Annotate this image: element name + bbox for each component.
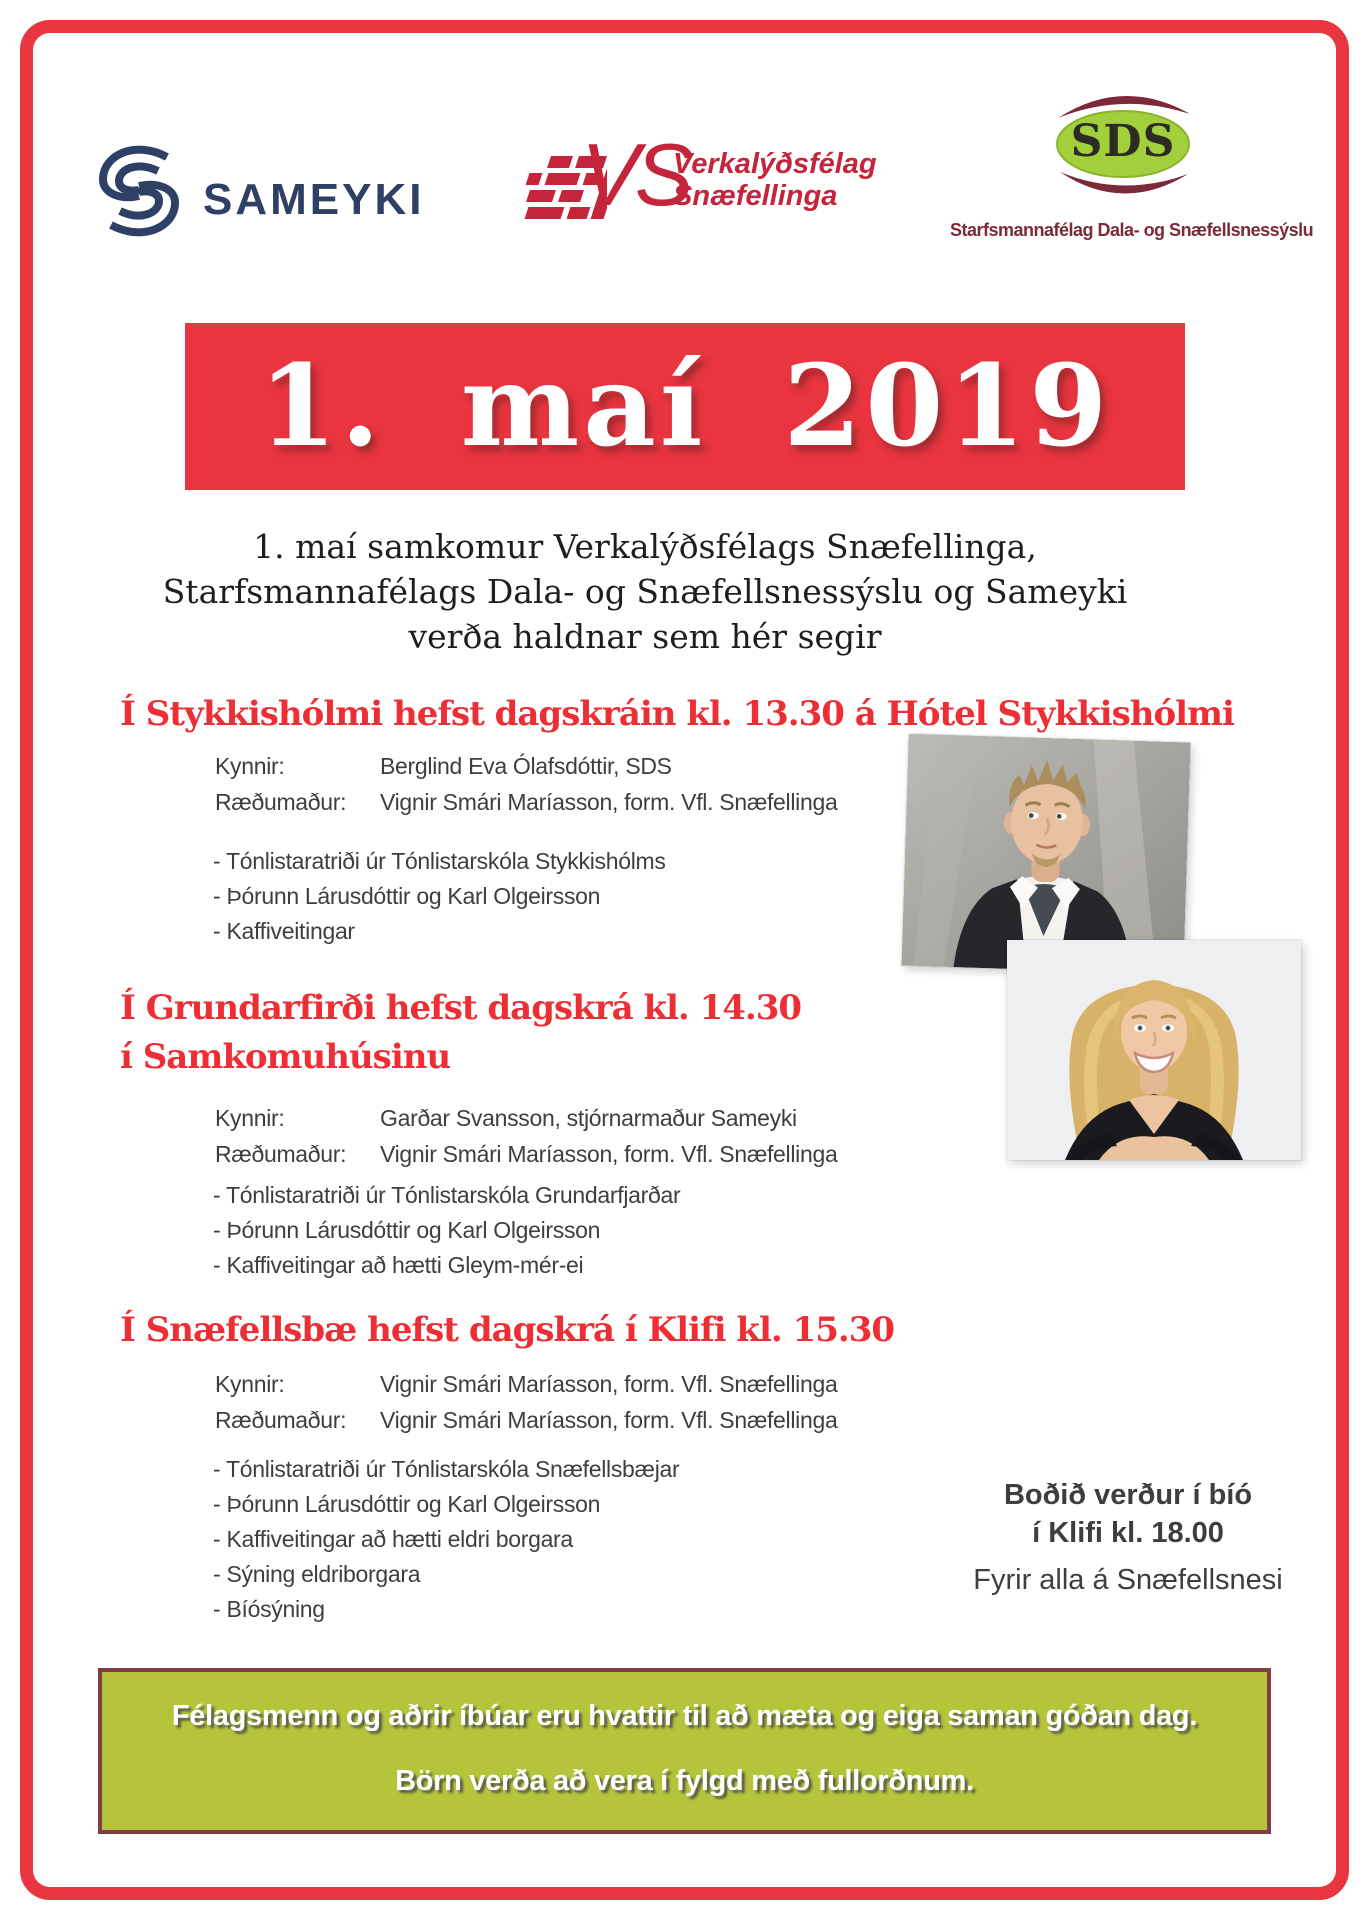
kynnir-value: Berglind Eva Ólafsdóttir, SDS [380,753,672,779]
raedumadur-value: Vignir Smári Maríasson, form. Vfl. Snæfellinga [380,1407,838,1433]
section2-heading-line1: Í Grundarfirði hefst dagskrá kl. 14.30 [120,988,802,1028]
sds-caption: Starfsmannafélag Dala- og Snæfellsnessýslu [950,220,1314,240]
list-item: - Bíósýning [213,1596,325,1622]
kynnir-label: Kynnir: [215,1371,285,1397]
presenter-row [215,1366,837,1402]
section1-presenters [215,748,837,820]
speaker-photo-man [901,734,1190,975]
intro-paragraph [140,524,1150,659]
raedumadur-value: Vignir Smári Maríasson, form. Vfl. Snæfellinga [380,1141,838,1167]
cinema-line1: Boðið verður í bíó [1003,1479,1253,1511]
section3-presenters [215,1366,837,1438]
section2-presenters [215,1100,837,1172]
footer-line2: Börn verða að vera í fylgd með fullorðnum. [395,1765,974,1797]
section3-heading: Í Snæfellsbæ hefst dagskrá í Klifi kl. 15.30 [120,1310,895,1350]
presenter-row [215,748,837,784]
section3-program-list [213,1452,679,1627]
list-item: - Tónlistaratriði úr Tónlistarskóla Snæfellsbæjar [213,1456,680,1482]
presenter-row [215,1100,837,1136]
cinema-line2: í Klifi kl. 18.00 [1032,1517,1224,1549]
section2-heading-line2: í Samkomuhúsinu [120,1037,451,1077]
vs-name [673,148,877,212]
raedumadur-label: Ræðumaður: [215,1141,347,1167]
vs-name-line1: Verkalýðsfélag [673,148,877,180]
list-item: - Sýning eldriborgara [213,1561,421,1587]
kynnir-value: Vignir Smári Maríasson, form. Vfl. Snæfellinga [380,1371,838,1397]
raedumadur-value: Vignir Smári Maríasson, form. Vfl. Snæfellinga [380,789,838,815]
presenter-row [215,784,837,820]
section2-heading [120,984,801,1082]
list-item: - Kaffiveitingar [213,918,355,944]
list-item: - Tónlistaratriði úr Tónlistarskóla Grundarfjarðar [213,1182,681,1208]
intro-line2: Starfsmannafélags Dala- og Snæfellsnessýslu og Sameyki [162,572,1128,611]
kynnir-label: Kynnir: [215,753,285,779]
list-item: - Þórunn Lárusdóttir og Karl Olgeirsson [213,1217,601,1243]
list-item: - Þórunn Lárusdóttir og Karl Olgeirsson [213,883,601,909]
section1-program-list [213,844,666,949]
raedumadur-label: Ræðumaður: [215,1407,347,1433]
kynnir-value: Garðar Svansson, stjórnarmaður Sameyki [380,1105,797,1131]
vs-name-line2: Snæfellinga [673,180,838,212]
footer-line1: Félagsmenn og aðrir íbúar eru hvattir til að mæta og eiga saman góðan dag. [171,1700,1198,1732]
list-item: - Tónlistaratriði úr Tónlistarskóla Stykkishólms [213,848,666,874]
kynnir-label: Kynnir: [215,1105,285,1131]
title-text: 1. maí 2019 [258,341,1112,472]
raedumadur-label: Ræðumaður: [215,789,347,815]
speaker-photo-woman [1007,940,1301,1160]
intro-line1: 1. maí samkomur Verkalýðsfélags Snæfellinga, [253,527,1037,566]
list-item: - Þórunn Lárusdóttir og Karl Olgeirsson [213,1491,601,1517]
title-banner [185,323,1185,490]
cinema-line3: Fyrir alla á Snæfellsnesi [973,1564,1283,1596]
sameyki-wordmark: SAMEYKI [203,175,425,224]
list-item: - Kaffiveitingar að hætti Gleym-mér-ei [213,1252,584,1278]
sameyki-logo-icon [95,143,183,239]
list-item: - Kaffiveitingar að hætti eldri borgara [213,1526,573,1552]
sds-logo [1048,86,1198,204]
section2-program-list [213,1178,680,1283]
footer-banner [98,1668,1271,1834]
intro-line3: verða haldnar sem hér segir [408,617,882,656]
cinema-note [945,1476,1311,1597]
section1-heading: Í Stykkishólmi hefst dagskráin kl. 13.30 á Hótel Stykkishólmi [120,694,1234,734]
presenter-row [215,1136,837,1172]
presenter-row [215,1402,837,1438]
sds-initials-text: SDS [1070,116,1176,167]
vs-initials: VS [581,125,689,224]
